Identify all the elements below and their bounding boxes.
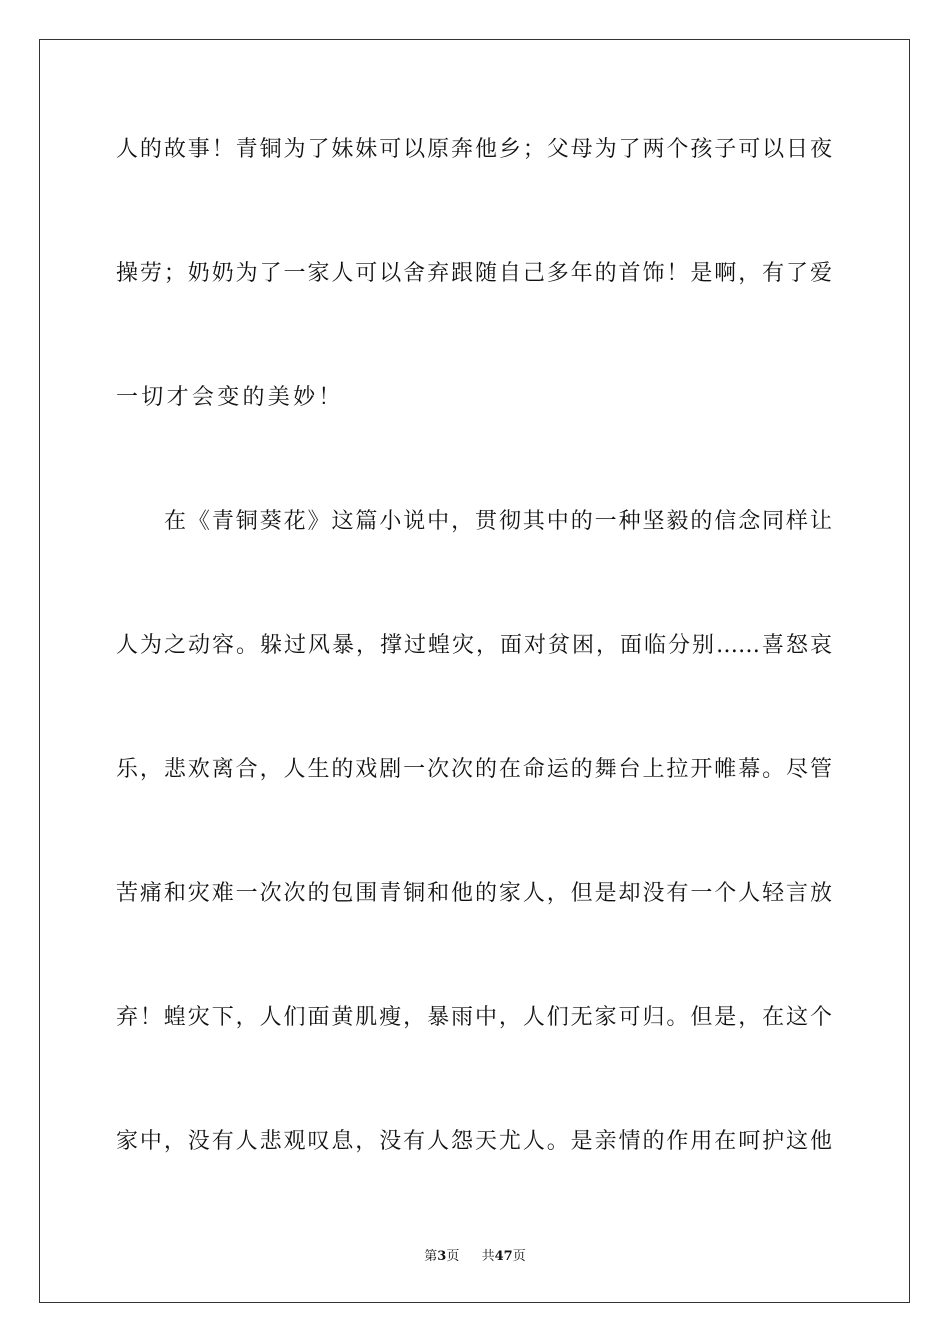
total-suffix: 页: [512, 1249, 526, 1264]
page-border: [39, 39, 910, 1303]
page-footer: [0, 1247, 950, 1267]
total-pages: 47: [494, 1249, 513, 1264]
paragraph-line-9: 家中，没有人悲观叹息，没有人怨天尤人。是亲情的作用在呵护这他: [116, 1129, 832, 1154]
paragraph-line-6: 乐，悲欢离合，人生的戏剧一次次的在命运的舞台上拉开帷幕。尽管: [116, 757, 832, 782]
paragraph-line-3: 一切才会变的美妙！: [116, 385, 344, 410]
paragraph-line-8: 弃！蝗灾下，人们面黄肌瘦，暴雨中，人们无家可归。但是，在这个: [116, 1005, 832, 1030]
paragraph-line-2: 操劳；奶奶为了一家人可以舍弃跟随自己多年的首饰！是啊，有了爱: [116, 261, 832, 286]
page-number: 3: [437, 1249, 447, 1264]
paragraph-line-5: 人为之动容。躲过风暴，撑过蝗灾，面对贫困，面临分别……喜怒哀: [116, 633, 832, 658]
page-prefix: 第: [424, 1249, 438, 1264]
total-pages-label: [482, 1247, 526, 1267]
page-number-label: [424, 1247, 459, 1267]
paragraph-line-1: 人的故事！青铜为了妹妹可以原奔他乡；父母为了两个孩子可以日夜: [116, 137, 832, 162]
paragraph-line-4: 在《青铜葵花》这篇小说中，贯彻其中的一种坚毅的信念同样让: [164, 509, 832, 534]
page-suffix: 页: [446, 1249, 460, 1264]
paragraph-line-7: 苦痛和灾难一次次的包围青铜和他的家人，但是却没有一个人轻言放: [116, 881, 832, 906]
total-prefix: 共: [481, 1249, 495, 1264]
